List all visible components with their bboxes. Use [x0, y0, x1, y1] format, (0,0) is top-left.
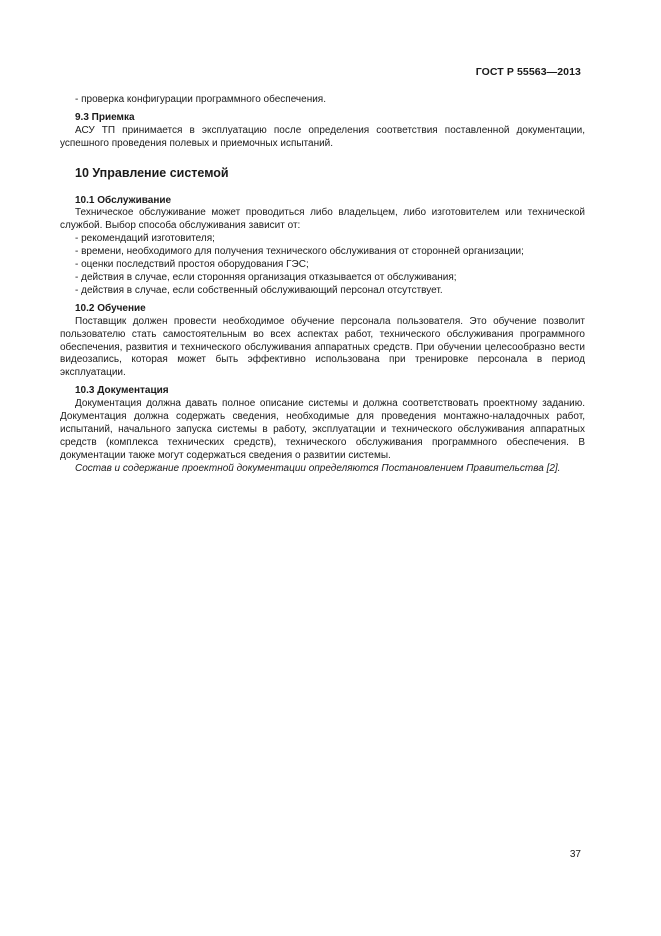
section-10-3-text: Документация должна давать полное описание системы и должна соответствовать проектному заданию. Документация должна содержать сведения, необходимые для проведения монтажно-наладочных работ, испытаний, начального запуска системы в работу, эксплуатации и технического обслуживания аппаратных средств (комплекса технических средств), технического обслуживания программного обеспечения. В документации также могут содержаться сведения о развитии системы. [60, 398, 585, 461]
section-10-1-text: Техническое обслуживание может проводиться либо владельцем, либо изготовителем или технической службой. Выбор способа обслуживания зависит от: [60, 207, 585, 232]
list-item: - времени, необходимого для получения технического обслуживания от сторонней организации; [75, 246, 524, 258]
section-10-3-reference: Состав и содержание проектной документации определяются Постановлением Правительства [2]. [75, 462, 561, 474]
section-10-2-title: 10.2 Обучение [75, 302, 146, 314]
list-item: - рекомендаций изготовителя; [75, 233, 215, 245]
section-9-3-text: АСУ ТП принимается в эксплуатацию после определения соответствия поставленной документации, успешного проведения полевых и приемочных испытаний. [60, 124, 585, 149]
section-10-3-title: 10.3 Документация [75, 385, 169, 397]
list-item: - проверка конфигурации программного обеспечения. [75, 94, 326, 105]
section-10-2-text: Поставщик должен провести необходимое обучение персонала пользователя. Это обучение позволит пользователю стать самостоятельным во всех аспектах работ, технического обслуживания программного обеспечения, развития и технического обслуживания аппаратных средств. При обучении целесообразно вести видеозапись, которая может быть эффективно использована при тренировке персонала в период эксплуатации. [60, 315, 585, 379]
standard-header: ГОСТ Р 55563—2013 [475, 66, 581, 78]
section-10-title: 10 Управление системой [75, 165, 229, 180]
section-9-3-title: 9.3 Приемка [75, 111, 135, 123]
list-item: - действия в случае, если сторонняя организация отказывается от обслуживания; [75, 271, 457, 283]
page-number: 37 [569, 849, 581, 860]
section-10-1-title: 10.1 Обслуживание [75, 194, 172, 206]
list-item: - действия в случае, если собственный обслуживающий персонал отсутствует. [75, 284, 443, 296]
page-content [60, 94, 585, 476]
list-item: - оценки последствий простоя оборудования ГЭС; [75, 259, 309, 271]
